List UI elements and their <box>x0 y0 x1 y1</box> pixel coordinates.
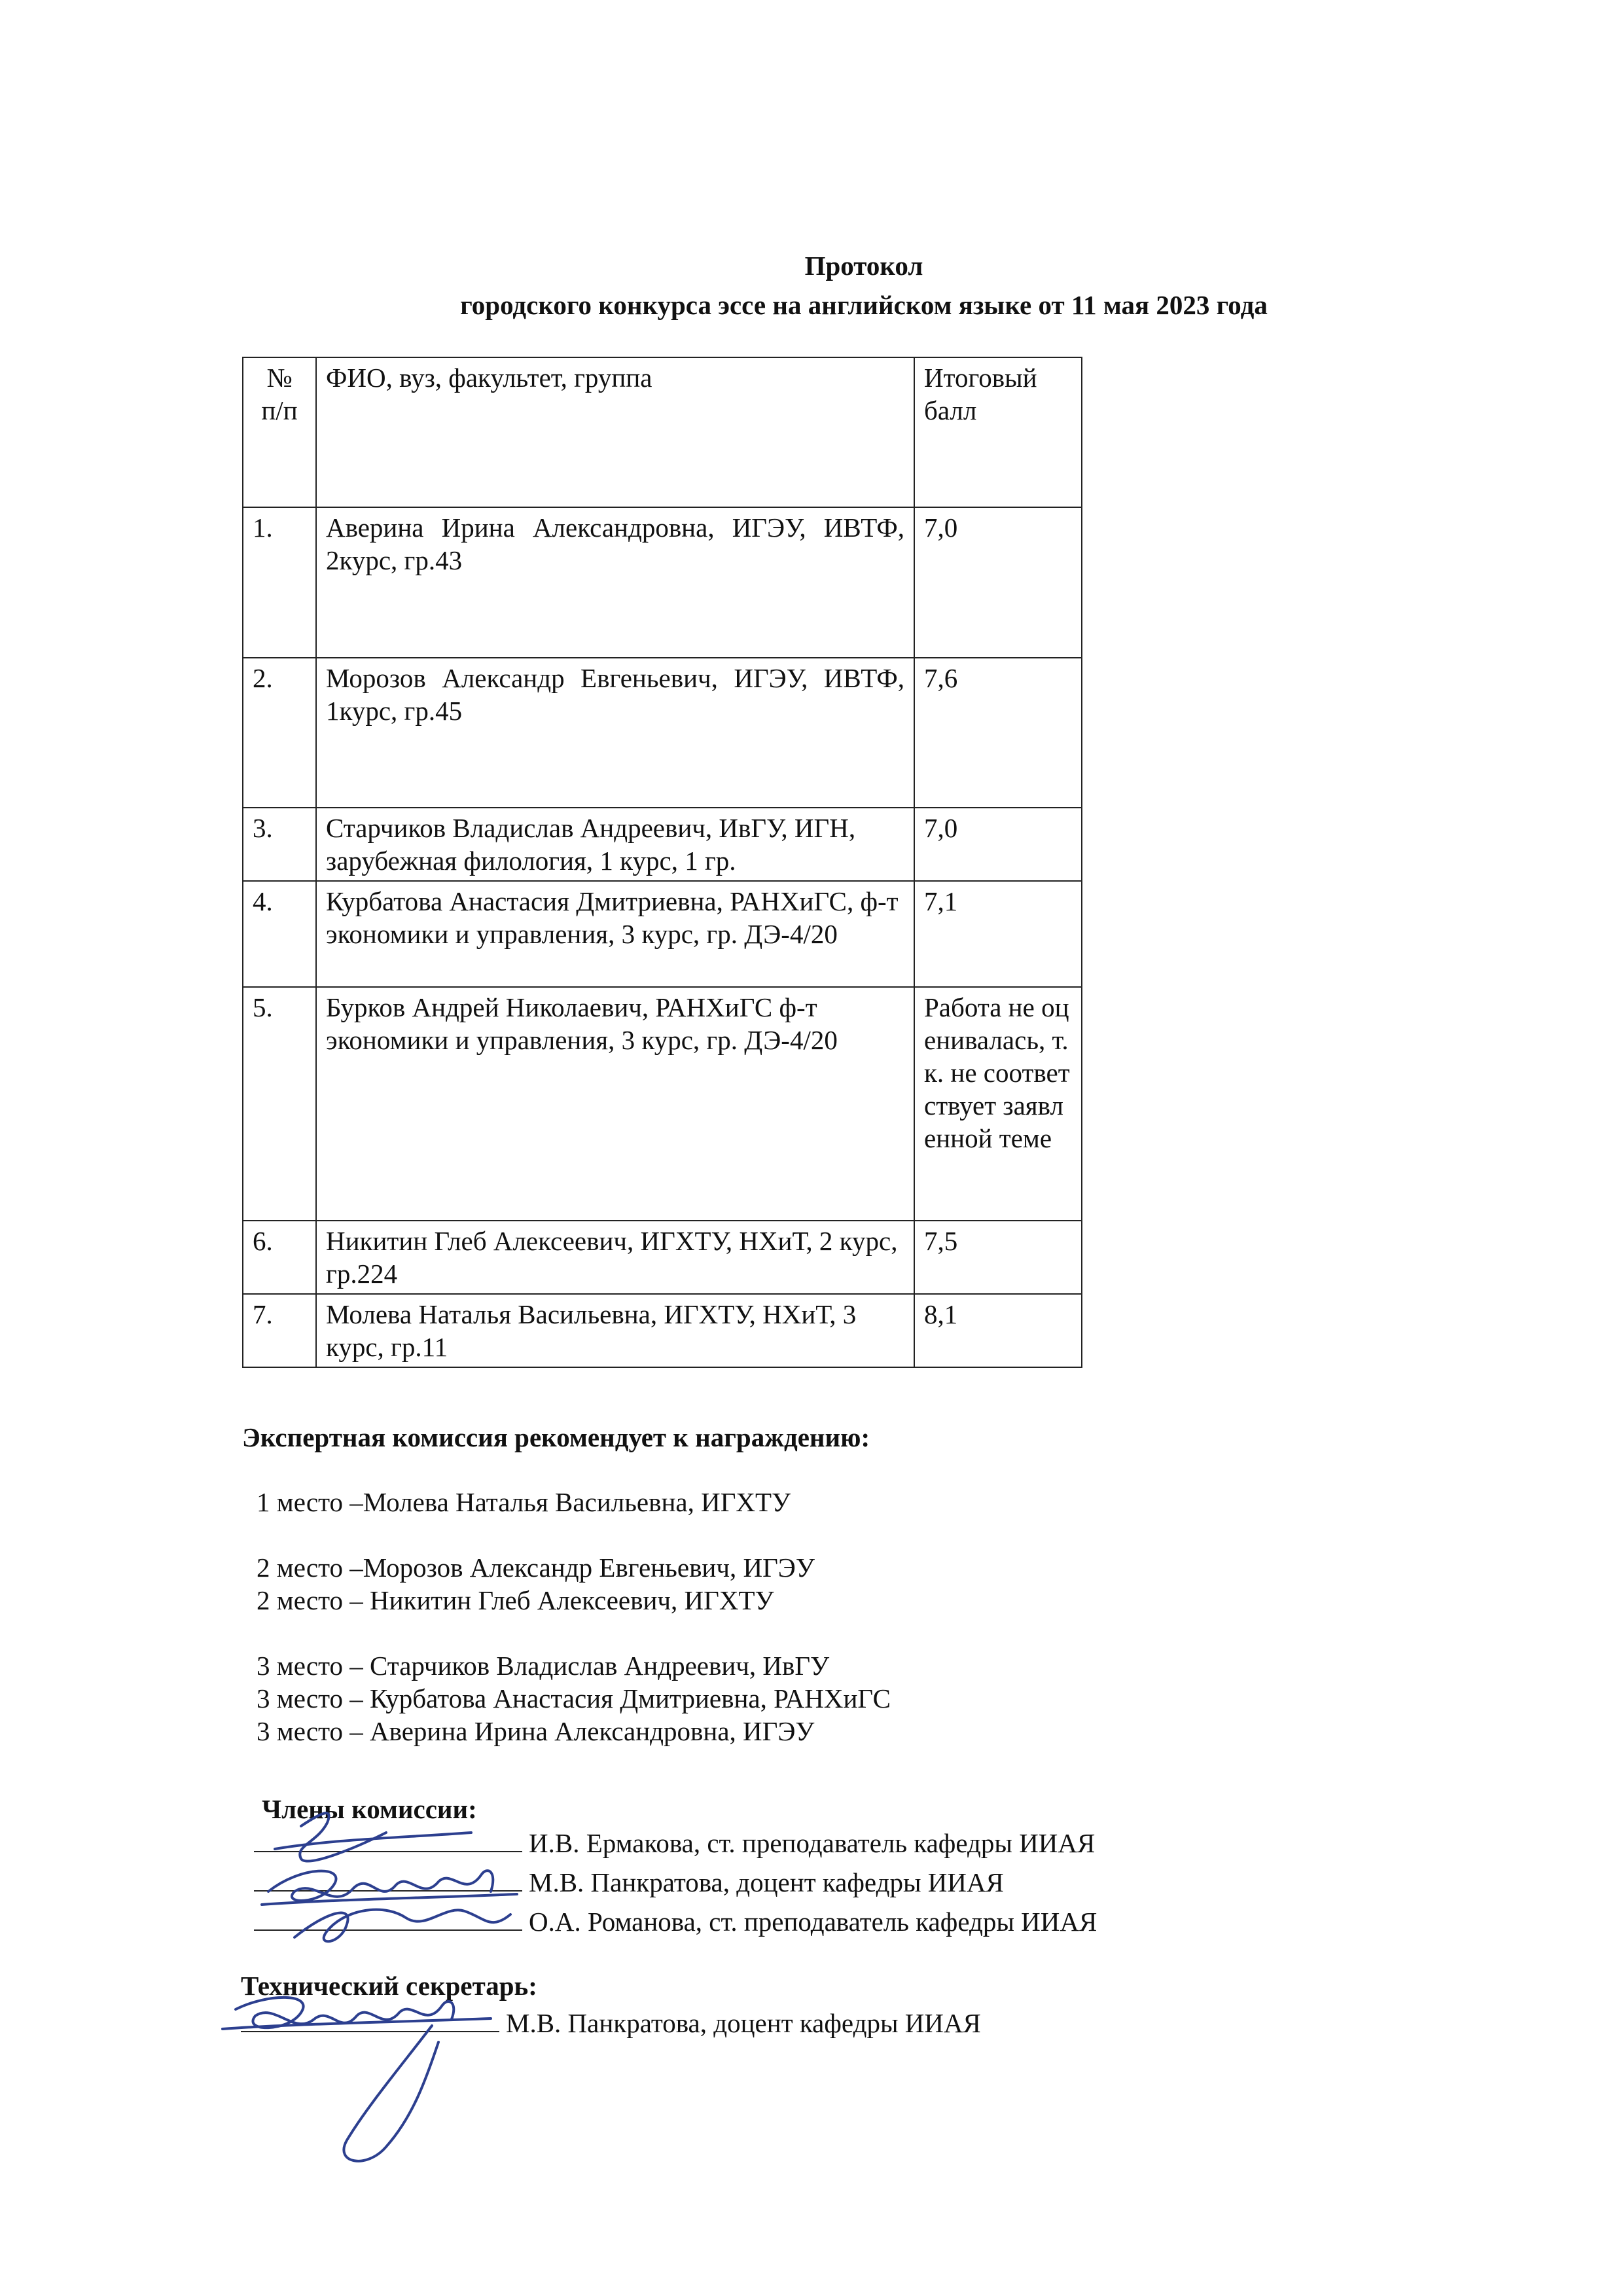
place-item: 1 место –Молева Наталья Васильевна, ИГХТУ <box>257 1487 791 1517</box>
row-name: Старчиков Владислав Андреевич, ИвГУ, ИГН, зарубежная филология, 1 курс, 1 гр. <box>316 808 914 881</box>
row-score: 7,1 <box>914 881 1082 987</box>
recommendation-heading: Экспертная комиссия рекомендует к награждению: <box>242 1422 870 1452</box>
row-score: 8,1 <box>914 1294 1082 1367</box>
header-number: № п/п <box>243 357 316 507</box>
place-item: 2 место –Морозов Александр Евгеньевич, ИГЭУ <box>257 1552 815 1583</box>
row-number: 7. <box>243 1294 316 1367</box>
row-number: 3. <box>243 808 316 881</box>
commission-member: И.В. Ермакова, ст. преподаватель кафедры ИИАЯ <box>529 1828 1096 1858</box>
table-row <box>243 1294 1082 1367</box>
places-list <box>257 1486 891 1748</box>
row-name: Бурков Андрей Николаевич, РАНХиГС ф-т экономики и управления, 3 курс, гр. ДЭ-4/20 <box>316 987 914 1221</box>
row-number: 5. <box>243 987 316 1221</box>
row-name: Морозов Александр Евгеньевич, ИГЭУ, ИВТФ, 1курс, гр.45 <box>316 658 914 808</box>
commission-member: М.В. Панкратова, доцент кафедры ИИАЯ <box>529 1867 1004 1897</box>
table-row <box>243 1221 1082 1294</box>
table-row <box>243 881 1082 987</box>
document-title: Протокол <box>804 251 923 281</box>
signature-secretary-icon <box>216 1990 510 2179</box>
table-row <box>243 658 1082 808</box>
row-name: Аверина Ирина Александровна, ИГЭУ, ИВТФ, 2курс, гр.43 <box>316 507 914 658</box>
table-row <box>243 808 1082 881</box>
row-name: Молева Наталья Васильевна, ИГХТУ, НХиТ, 3 курс, гр.11 <box>316 1294 914 1367</box>
header-score: Итоговый балл <box>914 357 1082 507</box>
table-header-row <box>243 357 1082 507</box>
place-item: 3 место – Курбатова Анастасия Дмитриевна, РАНХиГС <box>257 1683 891 1713</box>
signature-romanova-icon <box>275 1885 537 1957</box>
row-score: 7,6 <box>914 658 1082 808</box>
row-score: Работа не оценивалась, т.к. не соответствует заявленной теме <box>914 987 1082 1221</box>
row-number: 6. <box>243 1221 316 1294</box>
place-item: 2 место – Никитин Глеб Алексеевич, ИГХТУ <box>257 1585 774 1615</box>
row-name: Курбатова Анастасия Дмитриевна, РАНХиГС, ф-т экономики и управления, 3 курс, гр. ДЭ-4/20 <box>316 881 914 987</box>
document-subtitle: городского конкурса эссе на английском языке от 11 мая 2023 года <box>460 290 1268 320</box>
row-number: 2. <box>243 658 316 808</box>
results-table <box>242 357 1082 1368</box>
row-name: Никитин Глеб Алексеевич, ИГХТУ, НХиТ, 2 курс, гр.224 <box>316 1221 914 1294</box>
commission-member: О.А. Романова, ст. преподаватель кафедры ИИАЯ <box>529 1907 1097 1937</box>
secretary-name: М.В. Панкратова, доцент кафедры ИИАЯ <box>506 2008 981 2038</box>
row-score: 7,0 <box>914 808 1082 881</box>
row-number: 4. <box>243 881 316 987</box>
place-item: 3 место – Аверина Ирина Александровна, ИГЭУ <box>257 1716 815 1746</box>
header-name: ФИО, вуз, факультет, группа <box>316 357 914 507</box>
table-row <box>243 507 1082 658</box>
secretary-heading: Технический секретарь: <box>241 1971 537 2001</box>
row-score: 7,0 <box>914 507 1082 658</box>
place-item: 3 место – Старчиков Владислав Андреевич, ИвГУ <box>257 1651 830 1681</box>
commission-heading: Члены комиссии: <box>262 1794 477 1824</box>
table-row <box>243 987 1082 1221</box>
row-number: 1. <box>243 507 316 658</box>
row-score: 7,5 <box>914 1221 1082 1294</box>
